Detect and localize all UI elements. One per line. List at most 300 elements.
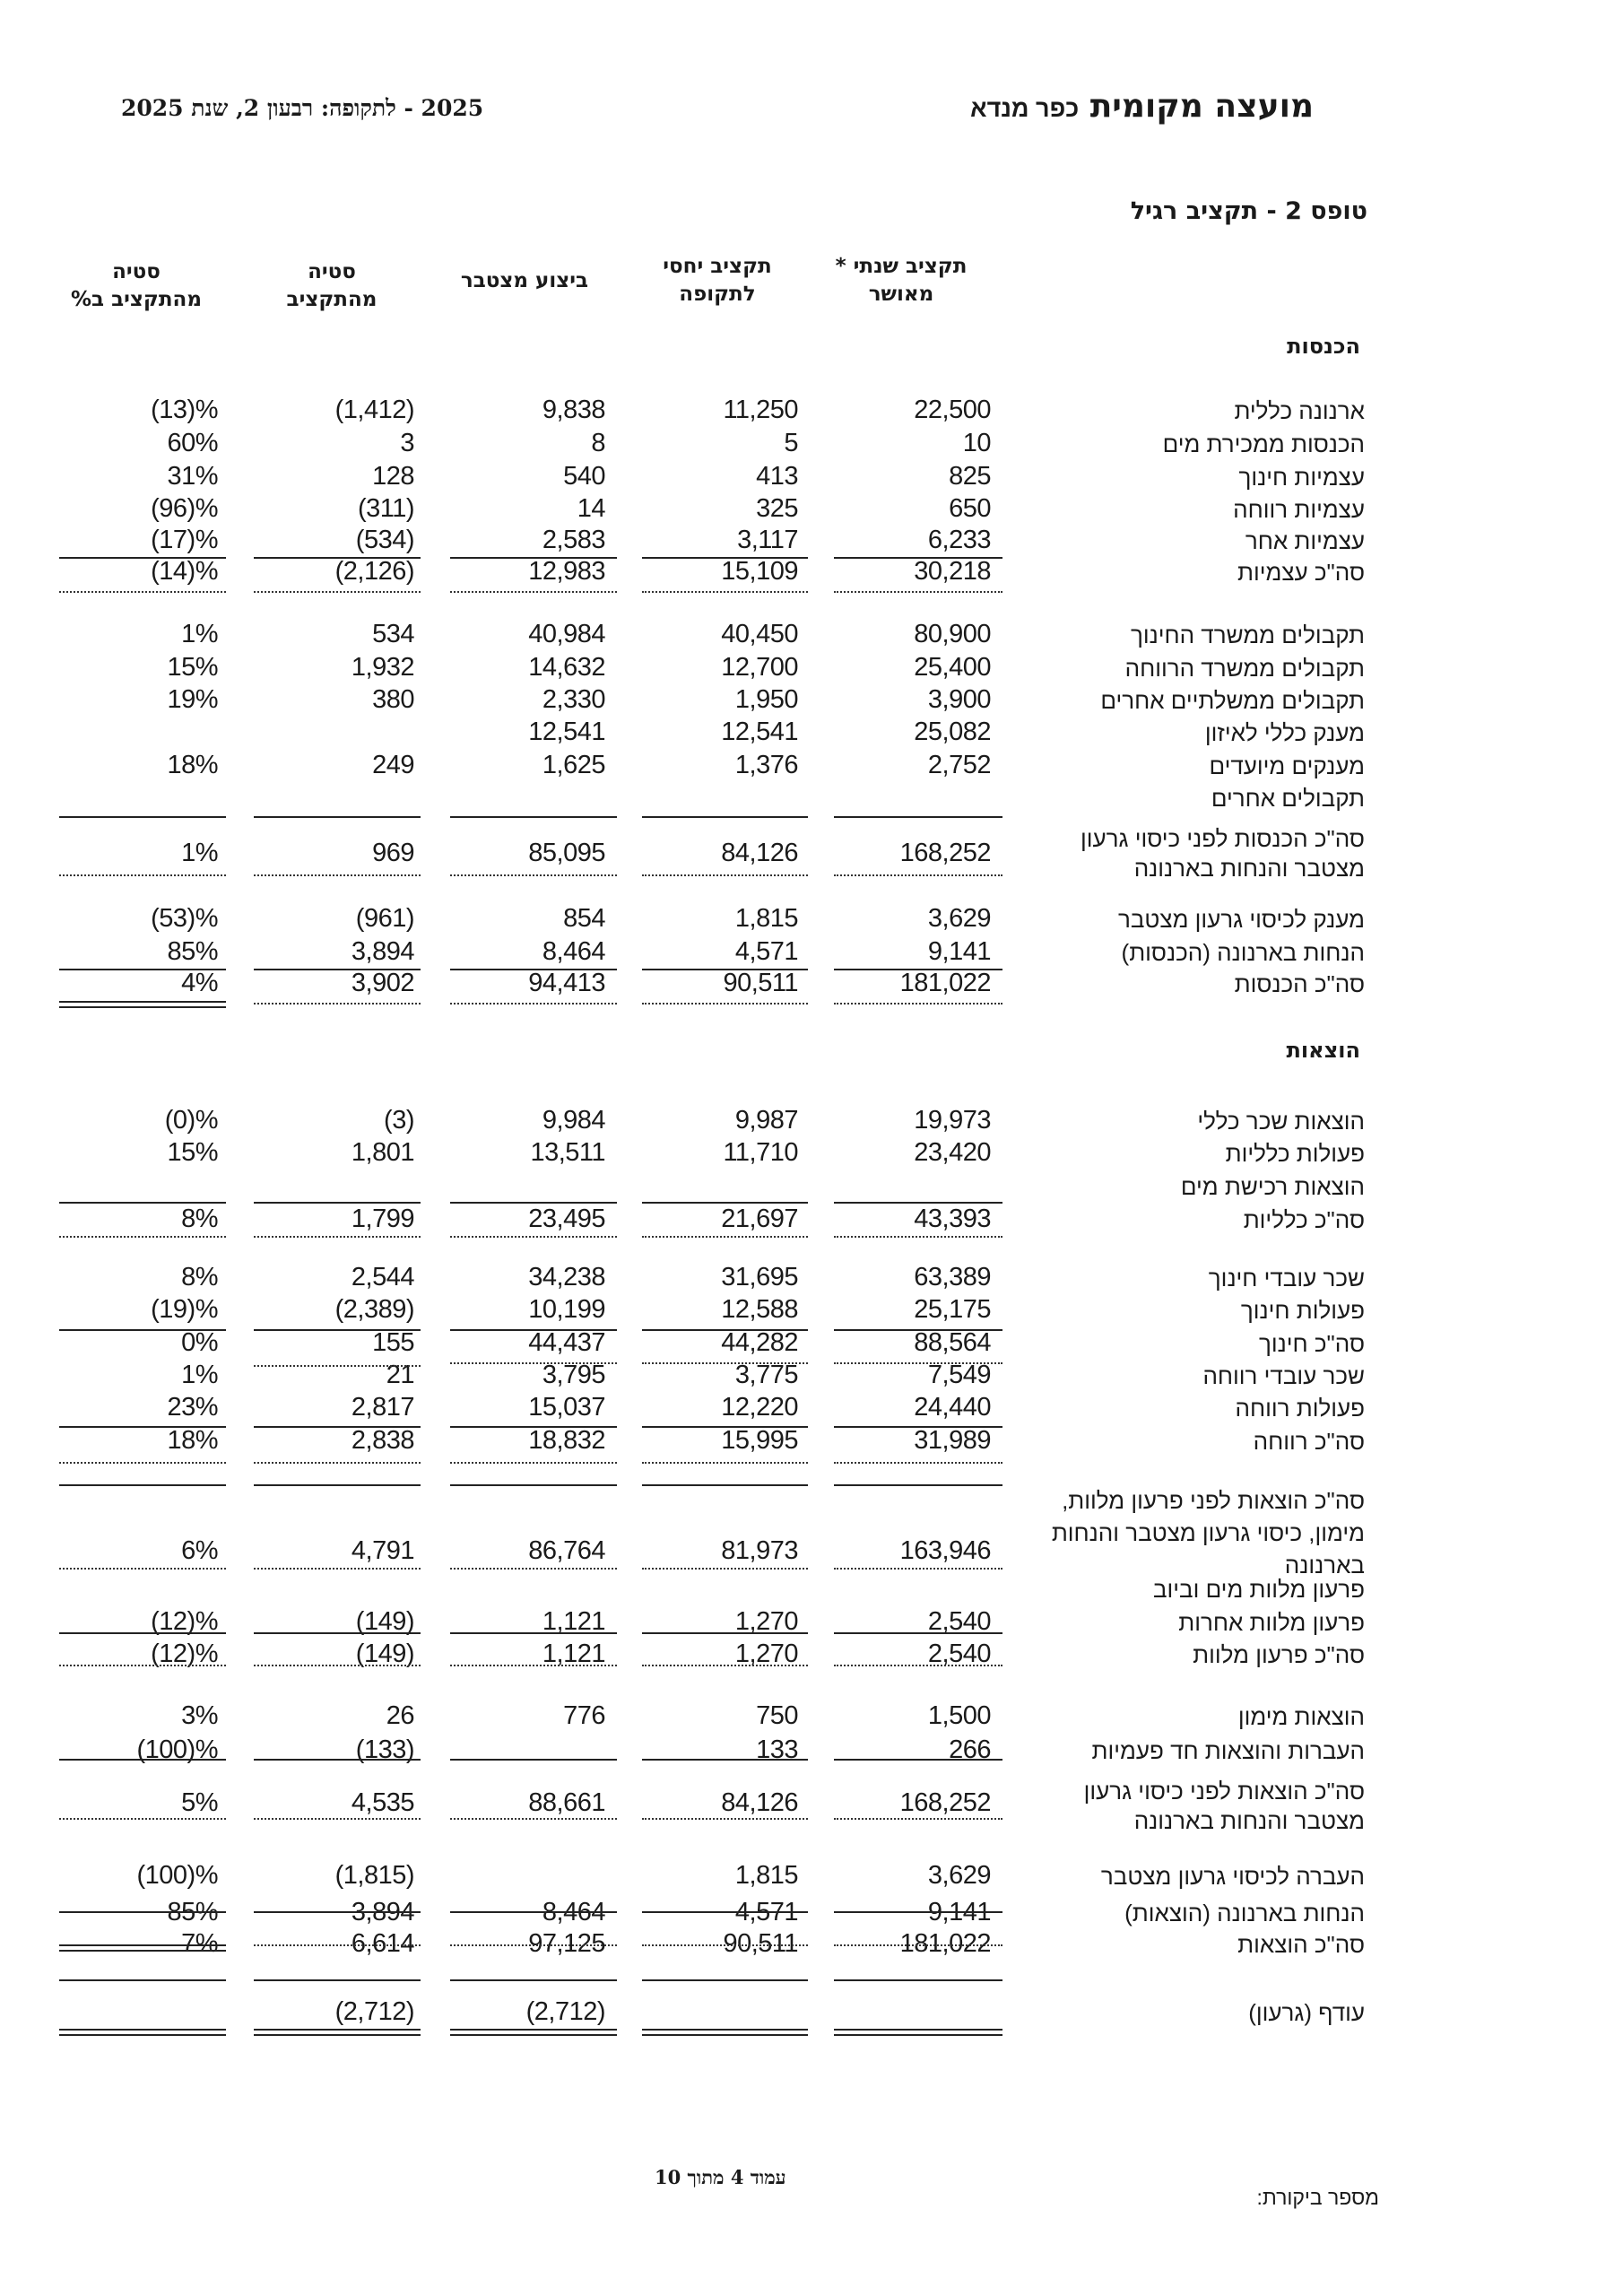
cell-deviation-pct: 85% <box>167 1898 218 1926</box>
dotted-rule <box>254 1944 421 1946</box>
cell-annual: 181,022 <box>899 969 991 997</box>
cell-deviation-pct: 3% <box>181 1701 218 1730</box>
dotted-rule <box>254 1665 421 1666</box>
cell-deviation: 1,932 <box>351 653 414 682</box>
rule-line <box>254 1329 421 1331</box>
cell-relative: 12,588 <box>721 1295 798 1324</box>
cell-annual: 168,252 <box>899 839 991 867</box>
cell-cumulative: 8 <box>591 429 605 457</box>
rule-line <box>834 1329 1002 1331</box>
cell-deviation-pct: (13)% <box>151 396 218 424</box>
cell-deviation: (1,815) <box>334 1861 414 1890</box>
cell-relative: 1,376 <box>734 751 798 779</box>
dotted-rule <box>834 591 1002 593</box>
dotted-rule <box>834 1362 1002 1364</box>
dotted-rule <box>834 1818 1002 1820</box>
cell-relative: 325 <box>756 494 798 523</box>
dotted-rule <box>642 591 808 593</box>
cell-cumulative: 1,625 <box>542 751 605 779</box>
cell-deviation-pct: (12)% <box>151 1607 218 1636</box>
row-label: שכר עובדי חינוך <box>1208 1265 1365 1292</box>
cell-deviation: (1,412) <box>334 396 414 424</box>
cell-deviation: (2,389) <box>334 1295 414 1324</box>
cell-deviation-pct: 23% <box>167 1393 218 1422</box>
cell-deviation: 4,535 <box>351 1788 414 1817</box>
col-header-deviation: סטיה מהתקציב <box>286 260 378 311</box>
cell-cumulative: 8,464 <box>542 937 605 966</box>
row-label: פרעון מלוות אחרות <box>1178 1609 1365 1636</box>
rule-line <box>254 1202 421 1204</box>
cell-relative: 21,697 <box>721 1205 798 1233</box>
rule-line <box>450 1202 617 1204</box>
rule-line <box>834 1484 1002 1486</box>
cell-deviation: 249 <box>372 751 414 779</box>
dotted-rule <box>834 874 1002 876</box>
dotted-rule <box>834 1236 1002 1238</box>
cell-deviation: 969 <box>372 839 414 867</box>
cell-deviation-pct: 15% <box>167 653 218 682</box>
cell-cumulative: (2,712) <box>525 1997 605 2026</box>
dotted-rule <box>834 1568 1002 1570</box>
cell-deviation-pct: 1% <box>181 1361 218 1389</box>
rule-line <box>834 1759 1002 1761</box>
cell-deviation-pct: 1% <box>181 620 218 648</box>
cell-annual: 63,389 <box>914 1263 991 1292</box>
rule-line <box>834 557 1002 559</box>
cell-relative: 3,775 <box>734 1361 798 1389</box>
dotted-rule <box>254 591 421 593</box>
page-number: עמוד 4 מתוך 10 <box>655 2166 786 2188</box>
rule-line <box>834 1632 1002 1634</box>
dotted-rule <box>59 1818 226 1820</box>
cell-annual: 9,141 <box>927 1898 991 1926</box>
rule-line <box>642 557 808 559</box>
municipality-name: כפר מנדא <box>970 95 1080 122</box>
rule-line <box>834 1426 1002 1428</box>
row-label: תקבולים אחרים <box>1211 785 1365 812</box>
double-rule <box>59 1944 226 1952</box>
cell-annual: 1,500 <box>927 1701 991 1730</box>
cell-deviation: 4,791 <box>351 1536 414 1565</box>
cell-relative: 413 <box>756 462 798 491</box>
cell-annual: 168,252 <box>899 1788 991 1817</box>
row-label: עצמיות רווחה <box>1233 496 1365 523</box>
rule-line <box>59 816 226 818</box>
dotted-rule <box>834 1003 1002 1004</box>
rule-line <box>642 816 808 818</box>
row-label: הוצאות רכישת מים <box>1180 1173 1365 1200</box>
row-label: סה"כ כלליות <box>1243 1206 1365 1233</box>
cell-deviation: 128 <box>372 462 414 491</box>
dotted-rule <box>834 1944 1002 1946</box>
row-label: תקבולים ממשרד החינוך <box>1130 622 1365 648</box>
rule-line <box>450 816 617 818</box>
cell-annual: 2,752 <box>927 751 991 779</box>
cell-deviation: 2,817 <box>351 1393 414 1422</box>
rule-line <box>450 1329 617 1331</box>
cell-cumulative: 94,413 <box>528 969 605 997</box>
cell-relative: 12,541 <box>721 718 798 746</box>
dotted-rule <box>450 591 617 593</box>
row-label: ארנונה כללית <box>1234 397 1365 424</box>
rule-line <box>59 1202 226 1204</box>
rule-line <box>834 816 1002 818</box>
cell-relative: 84,126 <box>721 1788 798 1817</box>
cell-deviation: 155 <box>372 1328 414 1357</box>
row-label: פעולות חינוך <box>1240 1297 1365 1324</box>
row-label: תקבולים ממשלתיים אחרים <box>1100 687 1365 714</box>
rule-line <box>642 1632 808 1634</box>
rule-line <box>834 1202 1002 1204</box>
rule-line <box>254 1759 421 1761</box>
cell-cumulative: 9,984 <box>542 1106 605 1135</box>
cell-deviation-pct: (53)% <box>151 904 218 933</box>
dotted-rule <box>450 874 617 876</box>
rule-line <box>450 1484 617 1486</box>
cell-cumulative: 14,632 <box>528 653 605 682</box>
cell-relative: 1,815 <box>734 904 798 933</box>
col-header-annual: תקציב שנתי * מאושר <box>835 255 968 306</box>
cell-relative: 84,126 <box>721 839 798 867</box>
double-rule <box>59 2029 226 2036</box>
row-label: סה"כ הכנסות <box>1234 970 1365 997</box>
cell-cumulative: 776 <box>563 1701 605 1730</box>
double-rule <box>834 2029 1002 2036</box>
rule-line <box>254 816 421 818</box>
cell-annual: 43,393 <box>914 1205 991 1233</box>
dotted-rule <box>59 1665 226 1666</box>
report-period: 2025 - לתקופה: רבעון 2, שנת 2025 <box>121 95 484 121</box>
cell-deviation: (149) <box>355 1607 414 1636</box>
row-label: שכר עובדי רווחה <box>1202 1362 1365 1389</box>
cell-cumulative: 1,121 <box>542 1607 605 1636</box>
rule-line <box>450 1759 617 1761</box>
cell-deviation: (133) <box>355 1735 414 1764</box>
cell-annual: 25,175 <box>914 1295 991 1324</box>
double-rule <box>450 2029 617 2036</box>
cell-relative: 1,950 <box>734 685 798 714</box>
cell-deviation: (149) <box>355 1639 414 1668</box>
cell-deviation-pct: (12)% <box>151 1639 218 1668</box>
rule-line <box>59 1911 226 1913</box>
row-label: העברה לכיסוי גרעון מצטבר <box>1100 1863 1365 1890</box>
rule-line <box>254 557 421 559</box>
row-label: הכנסות ממכירת מים <box>1162 430 1365 457</box>
col-header-deviation-pct: סטיה מהתקציב ב% <box>71 260 202 311</box>
row-label: תקבולים ממשרד הרווחה <box>1124 655 1365 682</box>
council-type: מועצה מקומית <box>1089 88 1314 125</box>
dotted-rule <box>642 1568 808 1570</box>
dotted-rule <box>59 1236 226 1238</box>
dotted-rule <box>254 1003 421 1004</box>
rule-line <box>59 1484 226 1486</box>
cell-deviation: (3) <box>384 1106 414 1135</box>
rule-line <box>642 1759 808 1761</box>
cell-relative: 44,282 <box>721 1328 798 1357</box>
rule-line <box>834 1911 1002 1913</box>
cell-relative: 3,117 <box>737 526 798 554</box>
cell-annual: 650 <box>949 494 991 523</box>
dotted-rule <box>254 1236 421 1238</box>
cell-relative: 133 <box>756 1735 798 1764</box>
dotted-rule <box>254 1365 421 1367</box>
cell-deviation-pct: 8% <box>181 1263 218 1292</box>
cell-annual: 25,082 <box>914 718 991 746</box>
cell-deviation-pct: (100)% <box>136 1861 218 1890</box>
cell-cumulative: 15,037 <box>528 1393 605 1422</box>
cell-annual: 10 <box>962 429 991 457</box>
rule-line <box>450 1632 617 1634</box>
rule-line <box>834 1979 1002 1981</box>
cell-deviation: 1,801 <box>351 1138 414 1167</box>
cell-annual: 825 <box>949 462 991 491</box>
dotted-rule <box>450 1944 617 1946</box>
rule-line <box>450 969 617 970</box>
rule-line <box>834 969 1002 970</box>
rule-line <box>450 1979 617 1981</box>
cell-relative: 12,220 <box>721 1393 798 1422</box>
cell-deviation-pct: 6% <box>181 1536 218 1565</box>
cell-deviation-pct: 19% <box>167 685 218 714</box>
dotted-rule <box>834 1665 1002 1666</box>
cell-cumulative: 88,661 <box>528 1788 605 1817</box>
cell-relative: 9,987 <box>734 1106 798 1135</box>
rule-line <box>59 1426 226 1428</box>
row-label: פעולות רווחה <box>1235 1395 1365 1422</box>
header-title <box>970 88 1314 125</box>
cell-annual: 9,141 <box>927 937 991 966</box>
cell-deviation: 2,838 <box>351 1426 414 1455</box>
dotted-rule <box>450 1665 617 1666</box>
cell-cumulative: 12,541 <box>528 718 605 746</box>
rule-line <box>59 1979 226 1981</box>
cell-deviation: (961) <box>355 904 414 933</box>
cell-deviation-pct: (100)% <box>136 1735 218 1764</box>
cell-relative: 4,571 <box>734 937 798 966</box>
rule-line <box>254 1484 421 1486</box>
rule-line <box>450 1426 617 1428</box>
cell-deviation: (534) <box>355 526 414 554</box>
dotted-rule <box>59 874 226 876</box>
row-label: מצטבר והנחות בארנונה <box>1133 1807 1365 1834</box>
row-label: הנחות בארנונה (הוצאות) <box>1124 1900 1365 1926</box>
cell-deviation-pct: 5% <box>181 1788 218 1817</box>
cell-deviation-pct: 0% <box>181 1328 218 1357</box>
row-label: עצמיות חינוך <box>1238 464 1365 491</box>
cell-annual: 19,973 <box>914 1106 991 1135</box>
dotted-rule <box>834 1462 1002 1464</box>
cell-cumulative: 85,095 <box>528 839 605 867</box>
cell-annual: 23,420 <box>914 1138 991 1167</box>
rule-line <box>59 969 226 970</box>
row-label: סה"כ פרעון מלוות <box>1193 1641 1365 1668</box>
rule-line <box>642 1426 808 1428</box>
cell-deviation-pct: 31% <box>167 462 218 491</box>
cell-deviation: 1,799 <box>351 1205 414 1233</box>
cell-cumulative: 40,984 <box>528 620 605 648</box>
rule-line <box>59 1329 226 1331</box>
cell-relative: 40,450 <box>721 620 798 648</box>
cell-annual: 31,989 <box>914 1426 991 1455</box>
cell-cumulative: 97,125 <box>528 1929 605 1958</box>
double-rule <box>642 2029 808 2036</box>
row-label: הנחות בארנונה (הכנסות) <box>1121 939 1365 966</box>
row-label: הוצאות מימון <box>1237 1703 1365 1730</box>
cell-relative: 12,700 <box>721 653 798 682</box>
rule-line <box>450 1911 617 1913</box>
cell-cumulative: 8,464 <box>542 1898 605 1926</box>
section-expenses: הוצאות <box>1286 1038 1360 1063</box>
double-rule <box>59 1001 226 1008</box>
cell-deviation-pct: 7% <box>181 1929 218 1958</box>
row-label: מענקים מיועדים <box>1209 752 1365 779</box>
dotted-rule <box>254 1568 421 1570</box>
cell-relative: 81,973 <box>721 1536 798 1565</box>
row-label: בארנונה <box>1284 1552 1365 1578</box>
row-label: סה"כ הוצאות לפני כיסוי גרעון <box>1083 1778 1365 1805</box>
cell-annual: 7,549 <box>927 1361 991 1389</box>
cell-deviation-pct: (0)% <box>164 1106 218 1135</box>
rule-line <box>254 1632 421 1634</box>
dotted-rule <box>450 1362 617 1364</box>
dotted-rule <box>642 1944 808 1946</box>
cell-cumulative: 44,437 <box>528 1328 605 1357</box>
cell-annual: 25,400 <box>914 653 991 682</box>
dotted-rule <box>642 1236 808 1238</box>
row-label: פעולות כלליות <box>1225 1140 1365 1167</box>
rule-line <box>59 1632 226 1634</box>
cell-deviation-pct: (14)% <box>151 557 218 586</box>
cell-annual: 3,629 <box>927 904 991 933</box>
cell-deviation-pct: 4% <box>181 969 218 997</box>
cell-annual: 163,946 <box>899 1536 991 1565</box>
cell-deviation: 3,894 <box>351 937 414 966</box>
row-label: סה"כ הוצאות <box>1237 1931 1365 1958</box>
cell-deviation: 21 <box>386 1361 414 1389</box>
cell-deviation-pct: 85% <box>167 937 218 966</box>
cell-annual: 2,540 <box>927 1639 991 1668</box>
cell-relative: 11,250 <box>723 396 798 424</box>
dotted-rule <box>450 1818 617 1820</box>
cell-deviation-pct: (17)% <box>151 526 218 554</box>
cell-deviation: 3,894 <box>351 1898 414 1926</box>
cell-deviation: (311) <box>357 494 414 523</box>
dotted-rule <box>450 1236 617 1238</box>
cell-annual: 266 <box>949 1735 991 1764</box>
cell-cumulative: 854 <box>563 904 605 933</box>
cell-annual: 3,629 <box>927 1861 991 1890</box>
row-label: מענק כללי לאיזון <box>1204 719 1365 746</box>
rule-line <box>59 557 226 559</box>
rule-line <box>642 1979 808 1981</box>
row-label: פרעון מלוות מים וביוב <box>1152 1576 1365 1603</box>
dotted-rule <box>254 1818 421 1820</box>
rule-line <box>642 1329 808 1331</box>
rule-line <box>254 1426 421 1428</box>
dotted-rule <box>59 591 226 593</box>
cell-deviation-pct: (19)% <box>151 1295 218 1324</box>
row-label: מצטבר והנחות בארנונה <box>1133 855 1365 882</box>
form-title: טופס 2 - תקציב רגיל <box>1130 197 1367 225</box>
cell-deviation: 380 <box>372 685 414 714</box>
cell-annual: 6,233 <box>927 526 991 554</box>
row-label: מימון, כיסוי גרעון מצטבר והנחות <box>1051 1519 1365 1546</box>
cell-deviation: 3 <box>400 429 414 457</box>
row-label: סה"כ הכנסות לפני כיסוי גרעון <box>1080 825 1365 852</box>
cell-relative: 15,995 <box>721 1426 798 1455</box>
dotted-rule <box>450 1003 617 1004</box>
row-label: סה"כ חינוך <box>1258 1330 1365 1357</box>
row-label: סה"כ עצמיות <box>1237 559 1365 586</box>
col-header-cumulative: ביצוע מצטבר <box>460 269 589 292</box>
cell-deviation-pct: (96)% <box>151 494 218 523</box>
cell-annual: 3,900 <box>927 685 991 714</box>
dotted-rule <box>450 1568 617 1570</box>
cell-deviation: (2,712) <box>334 1997 414 2026</box>
row-label: סה"כ רווחה <box>1253 1428 1365 1455</box>
rule-line <box>642 1484 808 1486</box>
cell-cumulative: 2,330 <box>542 685 605 714</box>
dotted-rule <box>642 1462 808 1464</box>
cell-annual: 30,218 <box>914 557 991 586</box>
cell-cumulative: 12,983 <box>528 557 605 586</box>
cell-relative: 750 <box>756 1701 798 1730</box>
cell-cumulative: 23,495 <box>528 1205 605 1233</box>
cell-relative: 90,511 <box>723 969 798 997</box>
rule-line <box>450 557 617 559</box>
cell-cumulative: 3,795 <box>542 1361 605 1389</box>
rule-line <box>642 1911 808 1913</box>
row-label: עצמיות אחר <box>1245 527 1365 554</box>
dotted-rule <box>450 1462 617 1464</box>
control-number-label: מספר ביקורת: <box>1256 2186 1379 2209</box>
row-label: העברות והוצאות חד פעמיות <box>1091 1737 1365 1764</box>
col-header-relative: תקציב יחסי לתקופה <box>663 255 772 306</box>
cell-annual: 24,440 <box>914 1393 991 1422</box>
cell-deviation: (2,126) <box>334 557 414 586</box>
cell-cumulative: 1,121 <box>542 1639 605 1668</box>
cell-relative: 1,270 <box>734 1607 798 1636</box>
row-label: הוצאות שכר כללי <box>1197 1108 1365 1135</box>
cell-annual: 80,900 <box>914 620 991 648</box>
dotted-rule <box>642 1362 808 1364</box>
rule-line <box>642 969 808 970</box>
cell-deviation-pct: 15% <box>167 1138 218 1167</box>
cell-annual: 2,540 <box>927 1607 991 1636</box>
cell-deviation: 26 <box>386 1701 414 1730</box>
cell-relative: 11,710 <box>723 1138 798 1167</box>
double-rule <box>254 2029 421 2036</box>
cell-cumulative: 9,838 <box>542 396 605 424</box>
cell-cumulative: 10,199 <box>528 1295 605 1324</box>
cell-relative: 15,109 <box>721 557 798 586</box>
row-label: סה"כ הוצאות לפני פרעון מלוות, <box>1062 1487 1365 1514</box>
section-income: הכנסות <box>1287 334 1360 359</box>
dotted-rule <box>59 1462 226 1464</box>
dotted-rule <box>642 1665 808 1666</box>
rule-line <box>642 1202 808 1204</box>
cell-cumulative: 18,832 <box>528 1426 605 1455</box>
dotted-rule <box>642 1003 808 1004</box>
cell-deviation-pct: 8% <box>181 1205 218 1233</box>
cell-deviation: 534 <box>372 620 414 648</box>
dotted-rule <box>642 1818 808 1820</box>
cell-relative: 1,815 <box>734 1861 798 1890</box>
dotted-rule <box>254 874 421 876</box>
dotted-rule <box>254 1462 421 1464</box>
cell-deviation: 2,544 <box>351 1263 414 1292</box>
row-label: עודף (גרעון) <box>1248 1999 1365 2026</box>
